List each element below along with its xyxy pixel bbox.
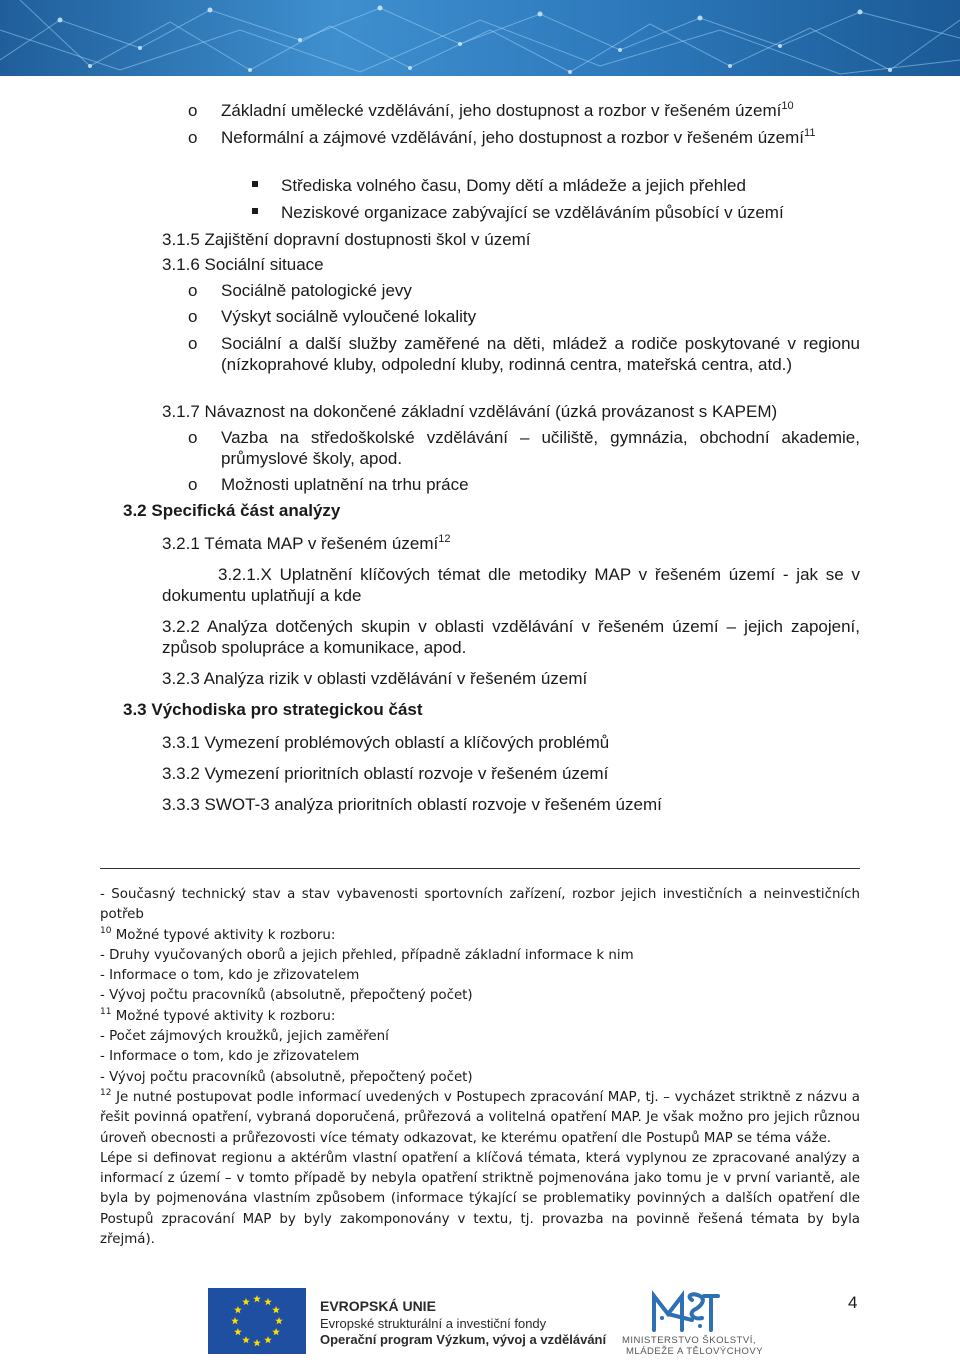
eu-flag-logo: [208, 1288, 306, 1354]
bullet-o: o: [188, 475, 198, 494]
footnote-text: Je nutné postupovat podle informací uvedených v Postupech zpracování MAP, tj. – vycházet striktně z názvu a řešit povinná opatření, vybraná doporučená, průřezová a volitelná opatření MAP. Je však možno pro jejich různou úroveň obecnosti a průřezovosti více tématy odkazovat, ke kterému opatření dle Postupů MAP se téma váže.: [100, 1089, 860, 1146]
footnote-line: - Informace o tom, kdo je zřizovatelem: [100, 1049, 360, 1065]
bullet-o: o: [188, 307, 198, 326]
bullet-o: o: [188, 101, 198, 120]
network-pattern: [0, 0, 960, 76]
list-item-socialni-sluzby: Sociální a další služby zaměřené na děti, mládež a rodiče poskytované v regionu (nízkoprahové kluby, odpolední kluby, rodinná centra, mateřská centra, atd.): [221, 334, 860, 374]
heading-3-2-3: 3.2.3 Analýza rizik v oblasti vzdělávání v řešeném území: [162, 669, 588, 688]
msmt-line-2: MLÁDEŽE A TĚLOVÝCHOVY: [626, 1346, 764, 1357]
footnote-line: - Vývoj počtu pracovníků (absolutně, přepočtený počet): [100, 1069, 473, 1085]
heading-3-3-3: 3.3.3 SWOT-3 analýza prioritních oblastí rozvoje v řešeném území: [162, 795, 662, 814]
heading-3-1-7: 3.1.7 Návaznost na dokončené základní vzdělávání (úzká provázanost s KAPEM): [162, 402, 778, 421]
footnote-line: - Současný technický stav a stav vybavenosti sportovních zařízení, rozbor jejich investičních a neinvestičních potřeb: [100, 887, 860, 923]
msmt-line-1: MINISTERSTVO ŠKOLSTVÍ,: [622, 1335, 756, 1346]
list-item-patologicke-jevy: Sociálně patologické jevy: [221, 281, 412, 300]
heading-3-3-1: 3.3.1 Vymezení problémových oblastí a klíčových problémů: [162, 733, 610, 752]
footnote-number: 11: [100, 1006, 112, 1017]
list-item-neformalni: [221, 127, 860, 148]
bullet-o: o: [188, 428, 198, 447]
footnote-separator: [100, 868, 860, 869]
bullet-o: o: [188, 281, 198, 300]
list-item-trh-prace: Možnosti uplatnění na trhu práce: [221, 475, 469, 494]
footnote-10: [100, 926, 860, 946]
square-bullet-icon: [252, 181, 258, 187]
bullet-o: o: [188, 128, 198, 147]
heading-3-3-2: 3.3.2 Vymezení prioritních oblastí rozvoje v řešeném území: [162, 764, 609, 783]
heading-3-3: 3.3 Východiska pro strategickou část: [123, 700, 423, 719]
footnote-ref-12: 12: [438, 533, 451, 545]
footnote-line: - Počet zájmových kroužků, jejich zaměření: [100, 1029, 389, 1045]
heading-text: 3.2.1 Témata MAP v řešeném území: [162, 534, 439, 553]
footnote-ref-10: 10: [781, 100, 794, 112]
list-item-strediska: Střediska volného času, Domy dětí a mládeže a jejich přehled: [281, 176, 746, 195]
footnote-text: Možné typové aktivity k rozboru:: [115, 927, 336, 943]
footnote-ref-11: 11: [804, 127, 816, 139]
footnote-11: [100, 1007, 860, 1027]
footnote-line: - Informace o tom, kdo je zřizovatelem: [100, 968, 360, 984]
header-banner: [0, 0, 960, 76]
bullet-o: o: [188, 334, 198, 353]
list-item-neziskove: Neziskové organizace zabývající se vzděláváním působící v území: [281, 203, 784, 222]
footnote-line: Lépe si definovat regionu a aktérům vlastní opatření a klíčová témata, která vyplynou ze zpracované analýzy a informací z území – v tomto případě by nebyla opatření striktně pojmenována jako tomu je v první variantě, ale byla by pojmenována vlastním způsobem (informace týkající se problematiky povinných a dalších opatření dle Postupů zpracování MAP by byly zakomponovány v textu, tj. provazba na povinně řešená témata by byla zřejmá).: [100, 1150, 860, 1248]
eu-name: EVROPSKÁ UNIE: [320, 1298, 436, 1314]
eu-funds: Evropské strukturální a investiční fondy: [320, 1316, 547, 1331]
heading-3-2-1: [162, 533, 450, 554]
footnote-number: 10: [100, 925, 112, 936]
footnote-number: 12: [100, 1087, 112, 1098]
heading-3-1-5: 3.1.5 Zajištění dopravní dostupnosti škol v území: [162, 230, 531, 249]
heading-3-2-1-x: 3.2.1.X Uplatnění klíčových témat dle metodiky MAP v řešeném území - jak se v dokumentu uplatňují a kde: [162, 565, 860, 605]
footnote-text: Možné typové aktivity k rozboru:: [115, 1008, 336, 1024]
footnote-line: - Druhy vyučovaných oborů a jejich přehled, případně základní informace k nim: [100, 947, 634, 963]
heading-3-1-6: 3.1.6 Sociální situace: [162, 255, 324, 274]
list-item-text: Základní umělecké vzdělávání, jeho dostupnost a rozbor v řešeném území: [221, 101, 782, 120]
footnote-12: [100, 1088, 860, 1149]
heading-3-2: 3.2 Specifická část analýzy: [123, 501, 341, 520]
heading-3-2-2: 3.2.2 Analýza dotčených skupin v oblasti vzdělávání v řešeném území – jejich zapojení, způsob spolupráce a komunikace, apod.: [162, 617, 860, 657]
list-item-vyloucene-lokality: Výskyt sociálně vyloučené lokality: [221, 307, 477, 326]
list-item-zakladni-umelecke: [221, 100, 794, 121]
list-item-text: Neformální a zájmové vzdělávání, jeho dostupnost a rozbor v řešeném území: [221, 128, 805, 147]
eu-programme: Operační program Výzkum, vývoj a vzdělávání: [320, 1332, 607, 1347]
list-item-vazba-ss: Vazba na středoškolské vzdělávání – učiliště, gymnázia, obchodní akademie, průmyslové školy, apod.: [221, 428, 860, 468]
square-bullet-icon: [252, 208, 258, 214]
msmt-logo-icon: [648, 1290, 720, 1334]
page-number: 4: [848, 1293, 858, 1312]
footnotes: [100, 885, 860, 1250]
footnote-line: - Vývoj počtu pracovníků (absolutně, přepočtený počet): [100, 988, 473, 1004]
